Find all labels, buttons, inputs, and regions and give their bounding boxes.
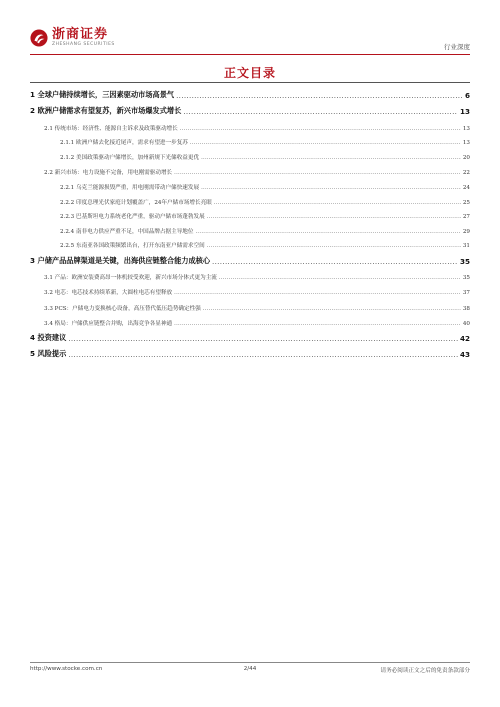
toc-entry-label: 3.3 PCS：户储电力变换核心设备，高压替代低压趋势确定性强 [44,305,201,312]
brand-name: 浙商证券 [52,27,109,42]
toc-entry-page: 25 [462,199,470,206]
page-number: 2/44 [243,666,257,672]
toc-entry[interactable] [30,296,470,311]
toc-entry-label: 2.2.2 印度总理光伏家庭计划覆盖广，24年户储市场增长亮眼 [60,199,212,206]
toc-entry[interactable] [30,281,470,296]
footer-divider [30,662,470,663]
toc-entry[interactable] [30,146,470,161]
toc-entry-page: 37 [462,290,470,297]
toc-title: 正文目录 [223,66,276,80]
toc-entry-page: 38 [462,305,470,312]
toc-entry-label: 1 全球户储持续增长，三因素驱动市场高景气 [30,90,175,100]
toc-leader-dots [212,257,458,266]
toc-entry-page: 27 [462,214,470,221]
toc-entry-label: 3.4 格局：户储供应链整合并购，出海竞争各显神通 [44,321,173,328]
toc-entry-page: 43 [459,350,470,360]
toc-entry-label: 2 欧洲户储需求有望复苏，新兴市场爆发式增长 [30,106,182,116]
toc-entry[interactable] [30,116,470,131]
toc-entry-label: 3.1 产品：欧洲安装费高昂一体机较受欢迎，新兴市场分体式更为主流 [44,274,217,281]
toc-entry[interactable] [30,343,470,359]
toc-entry-page: 22 [462,170,470,177]
toc-entry-label: 3 户储产品品牌渠道是关键，出海供应链整合能力成核心 [30,255,211,265]
toc-entry-label: 2.1.2 美国政策驱动户储增长，加州新规下光储收益更优 [60,154,200,161]
toc-entry[interactable] [30,161,470,176]
toc-entry[interactable] [30,249,470,265]
toc-entry-label: 2.2.4 南非电力供应严重不足，中国品牌占据主导地位 [60,228,194,235]
toc-leader-dots [176,91,463,100]
toc-entry[interactable] [30,266,470,281]
table-of-contents [30,84,470,359]
toc-entry-page: 13 [462,140,470,147]
toc-entry-page: 20 [462,154,470,161]
toc-entry-page: 35 [462,274,470,281]
toc-entry-page: 40 [462,321,470,328]
toc-entry[interactable] [30,191,470,206]
toc-entry-label: 2.2.1 乌克兰能源损毁严重，用电刚需带动户储快速发展 [60,184,200,191]
toc-entry-page: 35 [459,256,470,266]
toc-leader-dots [68,350,458,359]
toc-entry-page: 6 [464,91,470,101]
toc-leader-dots [183,107,458,116]
footer-url-link[interactable]: http://www.stocke.com.cn [30,666,103,672]
toc-entry-page: 42 [459,334,470,344]
report-type-label: 行业深度 [444,43,470,51]
brand-name-en: ZHESHANG SECURITIES [52,42,115,47]
brand-logo [30,28,115,48]
toc-entry[interactable] [30,235,470,250]
page-header [30,28,470,60]
toc-entry-page: 13 [459,107,470,117]
toc-entry[interactable] [30,176,470,191]
toc-entry[interactable] [30,132,470,147]
toc-title-divider [30,82,470,83]
brand-logo-icon [30,29,48,47]
header-divider [30,54,470,55]
toc-entry[interactable] [30,84,470,100]
toc-entry-page: 24 [462,184,470,191]
toc-entry[interactable] [30,206,470,221]
toc-entry-label: 2.2.3 巴基斯坦电力系统老化严重，驱动户储市场蓬勃发展 [60,214,205,221]
toc-entry-label: 3.2 电芯：电芯技术持续革新，大圆柱电芯有望释放 [44,290,173,297]
footer-disclaimer: 请务必阅读正文之后的免责条款部分 [380,668,470,674]
toc-entry-label: 2.2.5 东南亚各国政策频繁出台，打开东南亚户储需求空间 [60,243,205,250]
toc-entry[interactable] [30,220,470,235]
page-footer [30,666,470,676]
toc-entry-page: 13 [462,125,470,132]
toc-entry[interactable] [30,327,470,343]
toc-entry-label: 2.1.1 欧洲户储去化接近尾声，需求有望进一步复苏 [60,140,188,147]
toc-entry-label: 2.1 传统市场：经济性、能源自主诉求及政策驱动增长 [44,125,178,132]
toc-entry-page: 31 [462,243,470,250]
toc-entry[interactable] [30,100,470,116]
toc-leader-dots [68,334,458,343]
toc-entry-label: 2.2 新兴市场：电力设施不完备，用电刚需驱动增长 [44,170,173,177]
toc-entry[interactable] [30,312,470,327]
toc-entry-label: 4 投资建议 [30,333,67,343]
toc-entry-page: 29 [462,228,470,235]
toc-entry-label: 5 风险提示 [30,349,67,359]
